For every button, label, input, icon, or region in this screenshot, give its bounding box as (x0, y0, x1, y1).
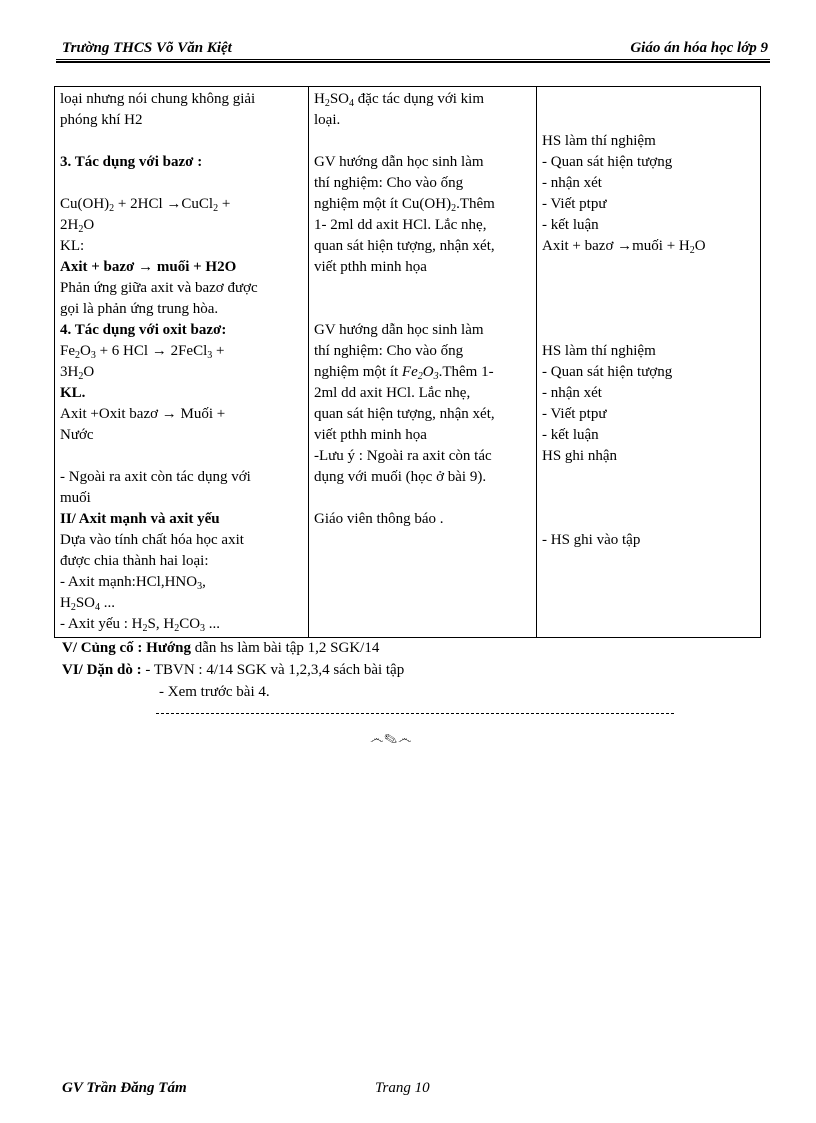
text-line: nghiệm một ít $Cu(OH)_2.Thêm$ (314, 196, 495, 214)
section-4-title: 4. Tác dụng với oxit bazơ: (60, 322, 227, 338)
text-line: thí nghiệm: Cho vào ống (314, 175, 464, 191)
text-line: dụng với muối (học ở bài 9). (314, 469, 487, 485)
text-line: HS làm thí nghiệm (542, 133, 656, 149)
footer-teacher: GV Trần Đăng Tám (62, 1080, 187, 1096)
text-line: Dựa vào tính chất hóa học axit (60, 532, 244, 548)
homework-line-2: - Xem trước bài 4. (159, 684, 270, 700)
equation-line: $Cu(OH)_2 + 2HCl$ →CuCl$_2$ + (60, 196, 231, 214)
text-line: GV hướng dẫn học sinh làm (314, 154, 484, 170)
text-line: 2ml dd axit HCl. Lắc nhẹ, (314, 385, 471, 401)
text-line: - Quan sát hiện tượng (542, 154, 673, 170)
text-line: KL. (60, 385, 86, 401)
text-line: - Quan sát hiện tượng (542, 364, 673, 380)
section-3-title: 3. Tác dụng với bazơ : (60, 154, 203, 170)
text-line: loại nhưng nói chung không giải (60, 91, 256, 107)
text-line: - kết luận (542, 217, 599, 233)
text-line: $H_2SO_4$ đặc tác dụng với kim (314, 91, 485, 109)
text-line: - HS ghi vào tập (542, 532, 641, 548)
text-line: muối (60, 490, 91, 506)
text-line: gọi là phản ứng trung hòa. (60, 301, 219, 317)
arrow-icon: → (138, 259, 154, 275)
equation-line: $2H_2O$ (60, 217, 95, 235)
rule-line: Axit + bazơ →muối + $H_2O$ (542, 238, 706, 256)
student-column (537, 87, 761, 638)
text-line: - Axit yếu : $H_2S$, $H_2CO_3$ ... (60, 616, 221, 634)
equation-line: $Fe_2O_3 + 6$ HCl → 2FeCl$_3$ + (60, 343, 225, 361)
content-column (55, 87, 309, 638)
text-line: HS ghi nhận (542, 448, 617, 464)
lesson-table (54, 86, 761, 638)
footer-page-number: Trang 10 (375, 1080, 430, 1096)
text-line: - Ngoài ra axit còn tác dụng với (60, 469, 251, 485)
text-line: quan sát hiện tượng, nhận xét, (314, 238, 495, 254)
text-line: -Lưu ý : Ngoài ra axit còn tác (314, 448, 492, 464)
header-school: Trường THCS Võ Văn Kiệt (62, 40, 232, 56)
text-line: KL: (60, 238, 85, 254)
text-line: - Viết ptpư (542, 406, 607, 422)
arrow-icon: → (166, 196, 182, 212)
text-line: HS làm thí nghiệm (542, 343, 656, 359)
text-line: Nước (60, 427, 94, 443)
text-line: - Axit $mạnh:HCl,HNO_3$, (60, 574, 206, 592)
arrow-icon: → (151, 343, 167, 359)
dashed-divider (156, 713, 674, 714)
text-line: - nhận xét (542, 385, 602, 401)
text-line: thí nghiệm: Cho vào ống (314, 343, 464, 359)
table-row (55, 87, 761, 638)
teacher-column (309, 87, 537, 638)
text-line: - nhận xét (542, 175, 602, 191)
text-line: loại. (314, 112, 341, 128)
text-line: Giáo viên thông báo . (314, 511, 444, 527)
rule-line: Axit +Oxit bazơ → Muối + (60, 406, 226, 422)
text-line: - Viết ptpư (542, 196, 607, 212)
text-line: 1- 2ml dd axit HCl. Lắc nhẹ, (314, 217, 487, 233)
text-line: quan sát hiện tượng, nhận xét, (314, 406, 495, 422)
rule-line: Axit + bazơ → muối + H2O (60, 259, 237, 275)
text-line: Phản ứng giữa axit và bazơ được (60, 280, 258, 296)
text-line: viết pthh minh họa (314, 259, 427, 275)
header-rule (56, 59, 770, 63)
equation-line: $3H_2O$ (60, 364, 95, 382)
header-subject: Giáo án hóa học lớp 9 (630, 40, 768, 56)
text-line: - kết luận (542, 427, 599, 443)
text-line: được chia thành hai loại: (60, 553, 209, 569)
section-ii-title: II/ Axit mạnh và axit yếu (60, 511, 220, 527)
arrow-icon: → (617, 238, 633, 254)
text-line: $H_2SO_4$ ... (60, 595, 116, 613)
text-line: viết pthh minh họa (314, 427, 427, 443)
arrow-icon: → (161, 406, 177, 422)
ornament-icon: ෴✎෴ (370, 732, 413, 747)
text-line: GV hướng dẫn học sinh làm (314, 322, 484, 338)
text-line: nghiệm một ít $Fe_2O_3.Thêm$ 1- (314, 364, 494, 382)
text-line: phóng khí H2 (60, 112, 143, 128)
homework-line: VI/ Dặn dò : - TBVN : 4/14 SGK và 1,2,3,4 sách bài tập (62, 662, 405, 678)
consolidation-line: V/ Củng cố : Hướng dẫn hs làm bài tập 1,2 SGK/14 (62, 640, 380, 656)
